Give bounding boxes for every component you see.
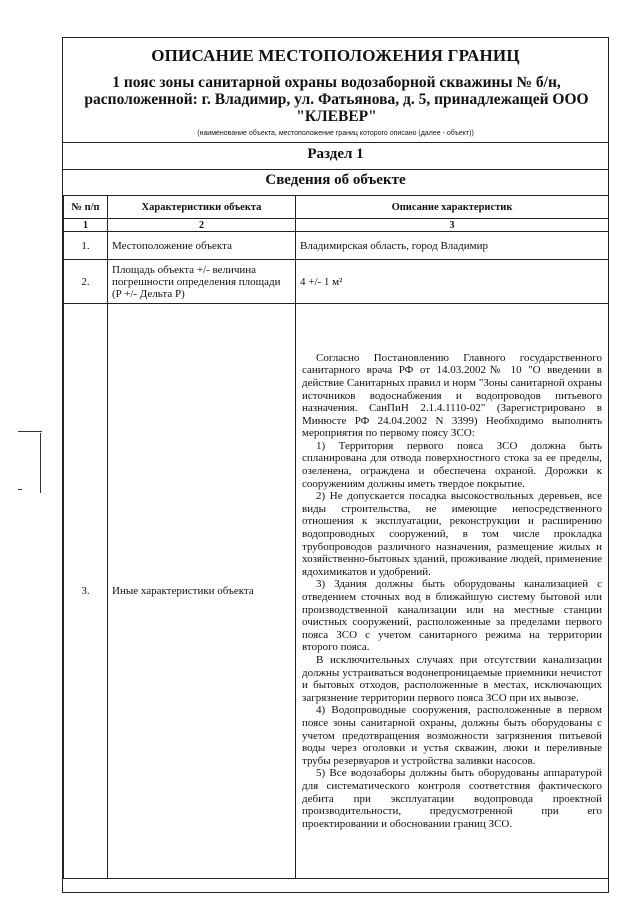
row-description: 4 +/- 1 м² — [296, 260, 609, 304]
document-title: ОПИСАНИЕ МЕСТОПОЛОЖЕНИЯ ГРАНИЦ — [151, 46, 520, 65]
column-header: № п/п — [64, 196, 108, 219]
row-number: 1. — [64, 232, 108, 260]
column-header: Характеристики объекта — [108, 196, 296, 219]
margin-mark — [18, 489, 22, 490]
object-caption: (наименование объекта, местоположение границ которого описано (далее - объект)) — [197, 130, 474, 137]
table-row — [64, 260, 609, 304]
divider — [63, 169, 608, 170]
margin-mark — [40, 433, 41, 493]
document-frame — [62, 37, 609, 893]
row-characteristic: Иные характеристики объекта — [108, 304, 296, 879]
column-number: 2 — [108, 219, 296, 232]
divider — [63, 142, 608, 143]
column-number: 1 — [64, 219, 108, 232]
table-row — [64, 304, 609, 879]
row-description — [296, 304, 609, 879]
row-description: Владимирская область, город Владимир — [296, 232, 609, 260]
description-paragraph: 5) Все водозаборы должны быть оборудованы аппаратурой для систематического контроля соответствия фактического дебита при эксплуатации водопровода проектной производительности, предусмотренной при его проектировании и обосновании границ ЗСО. — [302, 767, 602, 830]
table-header-row — [64, 196, 609, 219]
description-paragraph: 2) Не допускается посадка высокоствольных деревьев, все виды строительства, не имеющие непосредственного отношения к эксплуатации, реконструкции и расширению водопроводных сооружений, в том числе прокладка трубопроводов различного назначения, размещение жилых и хозяйственно-бытовых зданий, проживание людей, применение ядохимикатов и удобрений. — [302, 490, 602, 578]
object-info-table — [63, 195, 609, 879]
row-number: 2. — [64, 260, 108, 304]
row-characteristic: Площадь объекта +/- величина погрешности определения площади (P +/- Дельта P) — [108, 260, 296, 304]
column-header: Описание характеристик — [296, 196, 609, 219]
column-number-row — [64, 219, 609, 232]
section-label: Раздел 1 — [307, 146, 364, 162]
description-paragraph: 1) Территория первого пояса ЗСО должна быть спланирована для отвода поверхностного стока за ее пределы, озеленена, ограждена и обеспечена охраной. Дорожки к сооружениям должны иметь твердое покрытие. — [302, 439, 602, 490]
column-number: 3 — [296, 219, 609, 232]
description-paragraph: Согласно Постановлению Главного государственного санитарного врача РФ от 14.03.2002№ 10 "О введении в действие Санитарных правил и норм "Зоны санитарной охраны источников водоснабжения и водопроводов питьевого назначения. СанПиН 2.1.4.1110-02" (Зарегистрировано в Минюсте РФ 24.04.2002 N 3399) Необходимо выполнять мероприятия по первому поясу ЗСО: — [302, 351, 602, 440]
row-characteristic: Местоположение объекта — [108, 232, 296, 260]
margin-mark — [18, 431, 42, 432]
section-heading: Сведения об объекте — [265, 172, 406, 188]
description-paragraph: 3) Здания должны быть оборудованы канализацией с отведением сточных вод в ближайшую систему бытовой или производственной канализации или на местные станции очистных сооружений, расположенные за пределами первого пояса ЗСО с учетом санитарного режима на территории второго пояса. — [302, 578, 602, 654]
description-paragraph: 4) Водопроводные сооружения, расположенные в первом поясе зоны санитарной охраны, должны быть оборудованы с учетом предотвращения возможности загрязнения питьевой воды через оголовки и устья скважин, люки и переливные трубы резервуаров и устройства заливки насосов. — [302, 704, 602, 767]
description-paragraph: В исключительных случаях при отсутствии канализации должны устраиваться водонепроницаемые приемники нечистот и бытовых отходов, расположенные в местах, исключающих загрязнение территории первого пояса ЗСО при их вывозе. — [302, 653, 602, 704]
row-number: 3. — [64, 304, 108, 879]
document-subtitle: 1 пояс зоны санитарной охраны водозаборной скважины № б/н, расположенной: г. Владимир, ул. Фатьянова, д. 5, принадлежащей ООО "КЛЕВЕР" — [84, 74, 589, 125]
table-row — [64, 232, 609, 260]
